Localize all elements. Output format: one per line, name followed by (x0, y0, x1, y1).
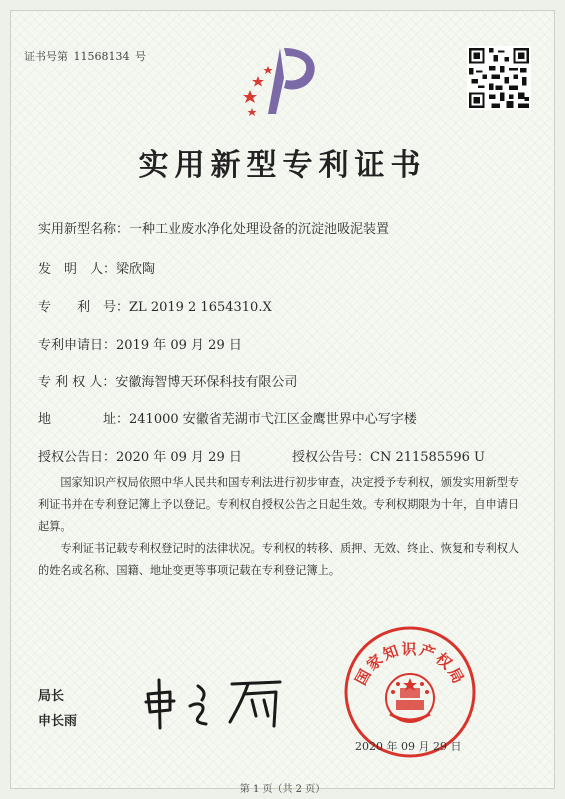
field-label: 实用新型名称： (38, 222, 130, 237)
field-label: 专 利 权 人： (38, 375, 116, 390)
field-value: 梁欣陶 (116, 262, 156, 277)
qr-code-icon (467, 46, 531, 110)
seal-date: 2020 年 09 月 29 日 (355, 740, 462, 753)
page-title: 实用新型专利证书 (138, 148, 427, 183)
field-label: 专利申请日： (38, 338, 117, 353)
field-label: 专 利 号： (38, 300, 130, 315)
body-paragraph-1: 国家知识产权局依照中华人民共和国专利法进行初步审查，决定授予专利权，颁发实用新型专利证书并在专利登记簿上予以登记。专利权自授权公告之日起生效。专利权期限为十年，自申请日起算。 (38, 476, 520, 533)
field-value: CN 211585596 U (370, 450, 485, 465)
field-value: 一种工业废水净化处理设备的沉淀池吸泥装置 (129, 222, 390, 237)
field-utility-model-name (38, 218, 389, 237)
svg-text:国家知识产权局: 国家知识产权局 (351, 640, 469, 689)
field-label: 授权公告号： (292, 450, 371, 465)
cert-no-value: 11568134 (73, 50, 130, 63)
certificate-number (22, 48, 146, 64)
handwritten-signature (140, 672, 290, 732)
field-label: 授权公告日： (38, 450, 117, 465)
field-grant-date (38, 446, 242, 465)
field-value: ZL 2019 2 1654310.X (129, 300, 272, 315)
field-patentee (38, 371, 297, 390)
signatory-title: 局长 (38, 689, 65, 704)
cnipa-logo-icon (228, 42, 328, 122)
field-grant-number (292, 446, 485, 465)
field-application-date (38, 334, 242, 353)
signatory-name: 申长雨 (38, 714, 78, 729)
field-value: 241000 安徽省芜湖市弋江区金鹰世界中心写字楼 (129, 412, 417, 427)
body-paragraph-2: 专利证书记载专利权登记时的法律状况。专利权的转移、质押、无效、终止、恢复和专利权人的姓名或名称、国籍、地址变更等事项记载在专利登记簿上。 (38, 542, 520, 577)
certificate-body (38, 472, 530, 582)
field-inventor (38, 258, 155, 277)
cert-no-suffix: 号 (135, 50, 146, 63)
field-value: 安徽海智博天环保科技有限公司 (115, 375, 298, 390)
field-patent-number (38, 296, 272, 315)
page-number: 第 1 页（共 2 页） (239, 784, 326, 795)
field-label: 发 明 人： (38, 262, 117, 277)
field-address (38, 408, 417, 427)
field-label: 地 址： (38, 412, 130, 427)
field-value: 2019 年 09 月 29 日 (116, 338, 242, 353)
field-value: 2020 年 09 月 29 日 (116, 450, 242, 465)
cert-no-label: 证书号第 (24, 50, 68, 63)
